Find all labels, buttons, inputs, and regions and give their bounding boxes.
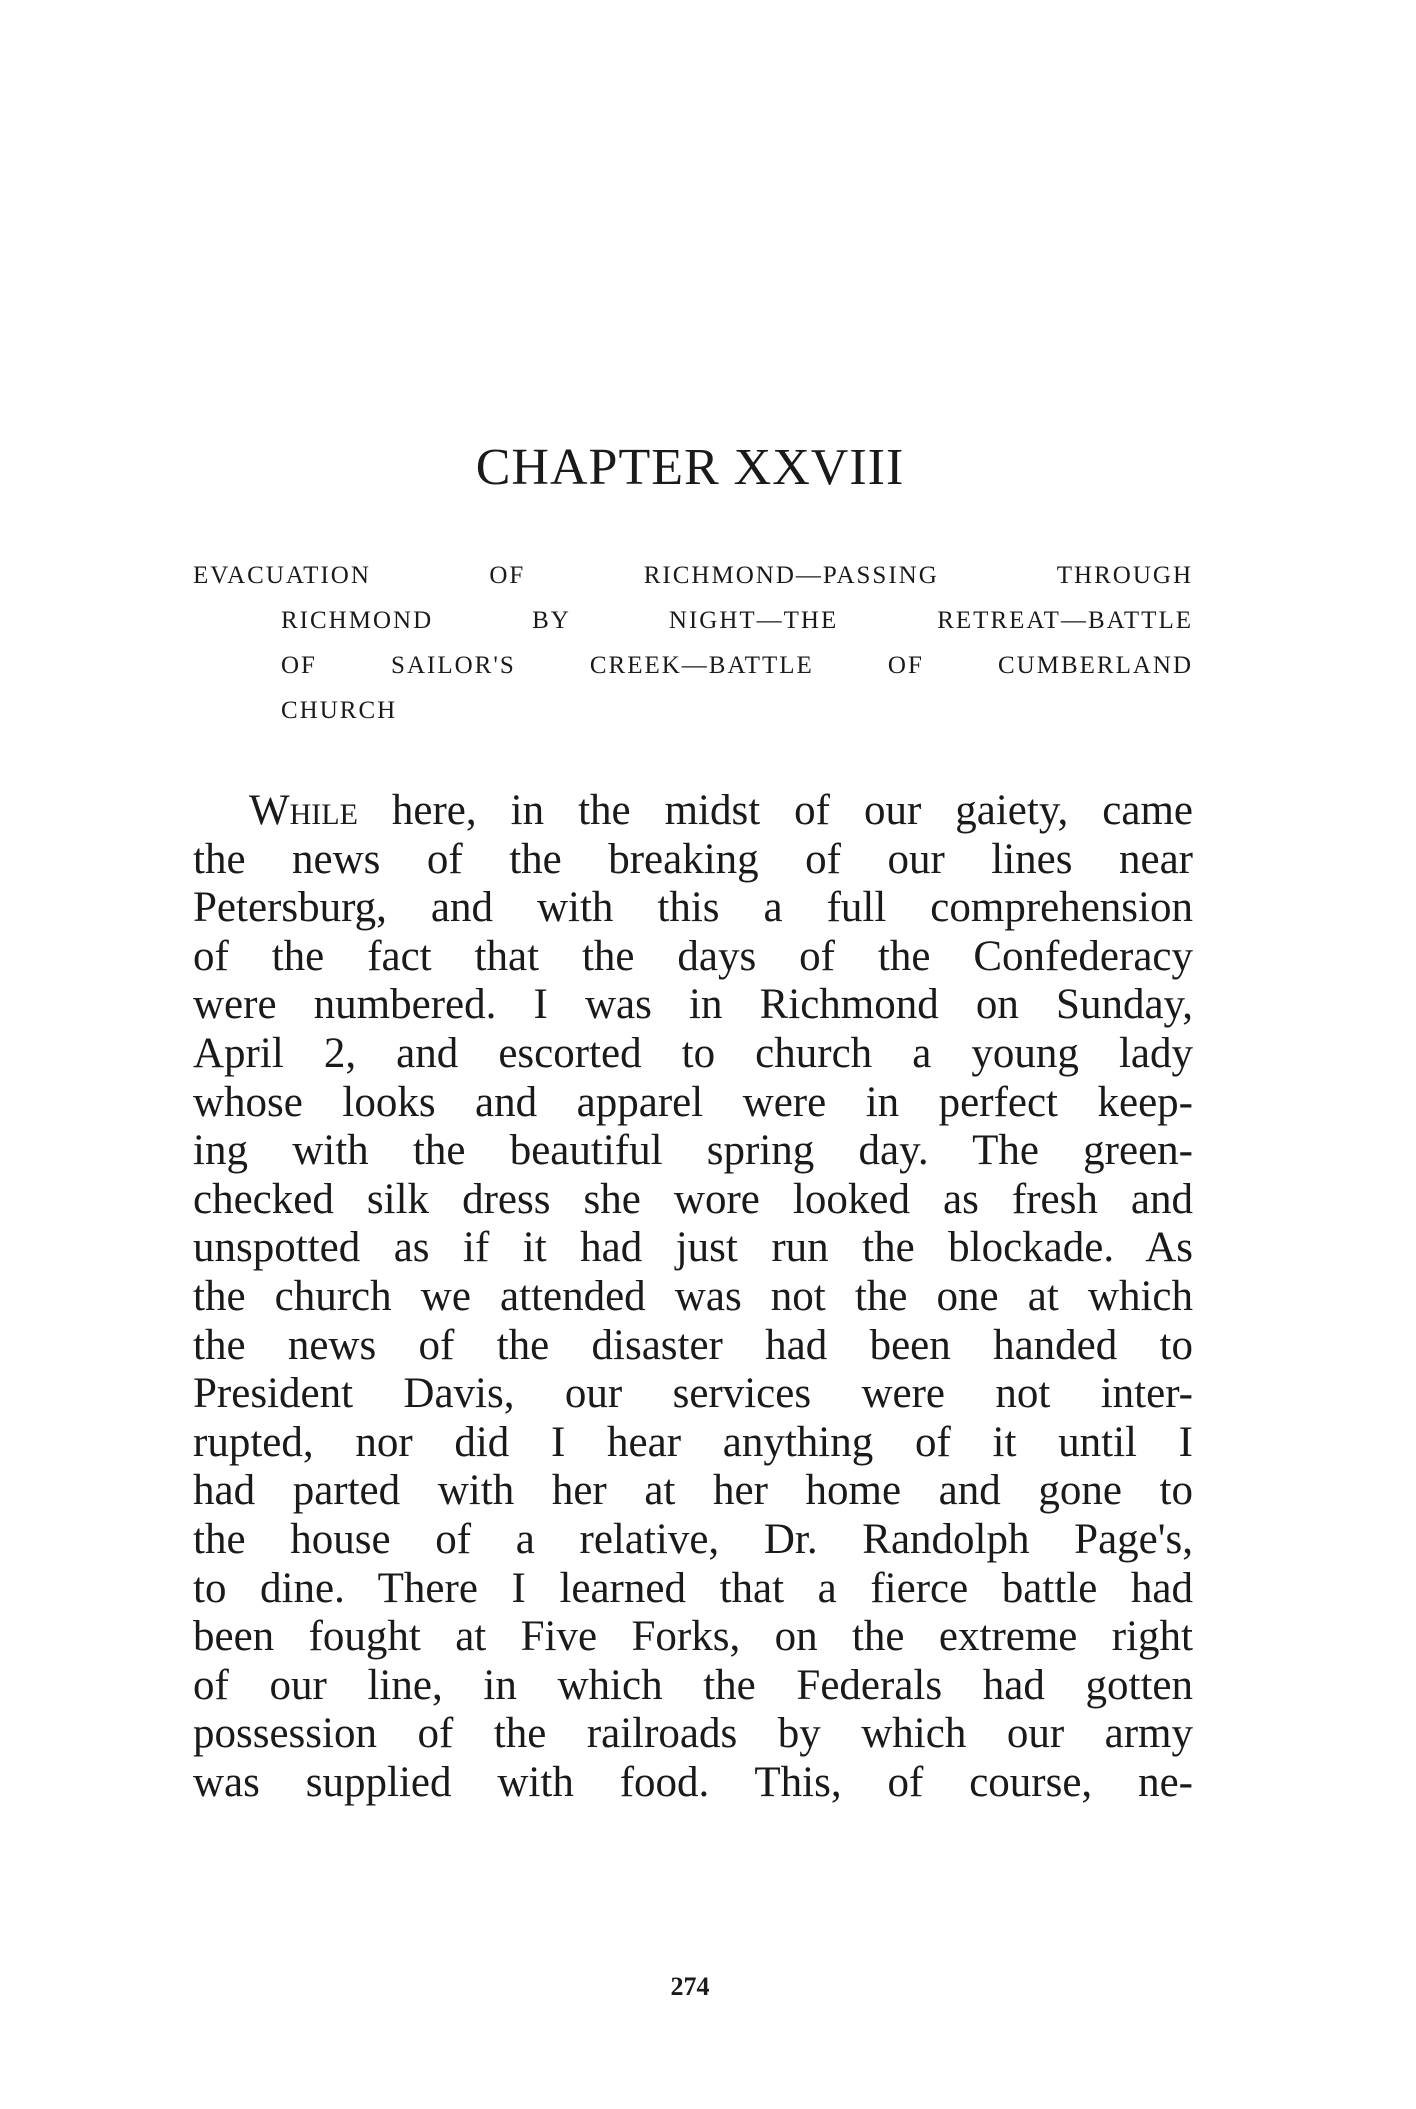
first-line-text: here, in the midst of our gaiety, came xyxy=(357,787,1193,834)
chapter-title: CHAPTER XXVIII xyxy=(475,439,905,496)
chapter-summary xyxy=(193,553,1193,733)
body-line: the house of a relative, Dr. Randolph Page's, xyxy=(193,1515,1193,1563)
body-line: possession of the railroads by which our army xyxy=(193,1710,1193,1758)
body-line: of our line, in which the Federals had gotten xyxy=(193,1661,1193,1709)
summary-line: OF SAILOR'S CREEK—BATTLE OF CUMBERLAND xyxy=(281,652,1193,679)
summary-line: RICHMOND BY NIGHT—THE RETREAT—BATTLE xyxy=(281,607,1193,634)
body-line: rupted, nor did I hear anything of it until I xyxy=(193,1418,1193,1466)
body-line: ing with the beautiful spring day. The green- xyxy=(193,1127,1193,1175)
body-first-line xyxy=(193,787,1193,836)
body-line: of the fact that the days of the Confederacy xyxy=(193,932,1193,980)
body-line: unspotted as if it had just run the blockade. As xyxy=(193,1224,1193,1272)
body-line: April 2, and escorted to church a young lady xyxy=(193,1029,1193,1077)
body-line: was supplied with food. This, of course, ne- xyxy=(193,1758,1193,1806)
summary-line: CHURCH xyxy=(281,697,398,724)
body-paragraph xyxy=(193,787,1193,1807)
body-line: checked silk dress she wore looked as fresh and xyxy=(193,1175,1193,1223)
opening-word: While xyxy=(249,787,358,834)
body-line: Petersburg, and with this a full comprehension xyxy=(193,884,1193,932)
page-number: 274 xyxy=(670,1972,710,2001)
body-line: the news of the breaking of our lines near xyxy=(193,835,1193,883)
body-line: been fought at Five Forks, on the extreme right xyxy=(193,1613,1193,1661)
body-line: were numbered. I was in Richmond on Sunday, xyxy=(193,981,1193,1029)
body-line: the news of the disaster had been handed to xyxy=(193,1321,1193,1369)
body-line: had parted with her at her home and gone to xyxy=(193,1467,1193,1515)
body-line: whose looks and apparel were in perfect keep- xyxy=(193,1078,1193,1126)
body-line: the church we attended was not the one at which xyxy=(193,1272,1193,1320)
summary-line: EVACUATION OF RICHMOND—PASSING THROUGH xyxy=(193,562,1193,589)
body-line: President Davis, our services were not inter- xyxy=(193,1370,1193,1418)
body-line: to dine. There I learned that a fierce battle had xyxy=(193,1564,1193,1612)
